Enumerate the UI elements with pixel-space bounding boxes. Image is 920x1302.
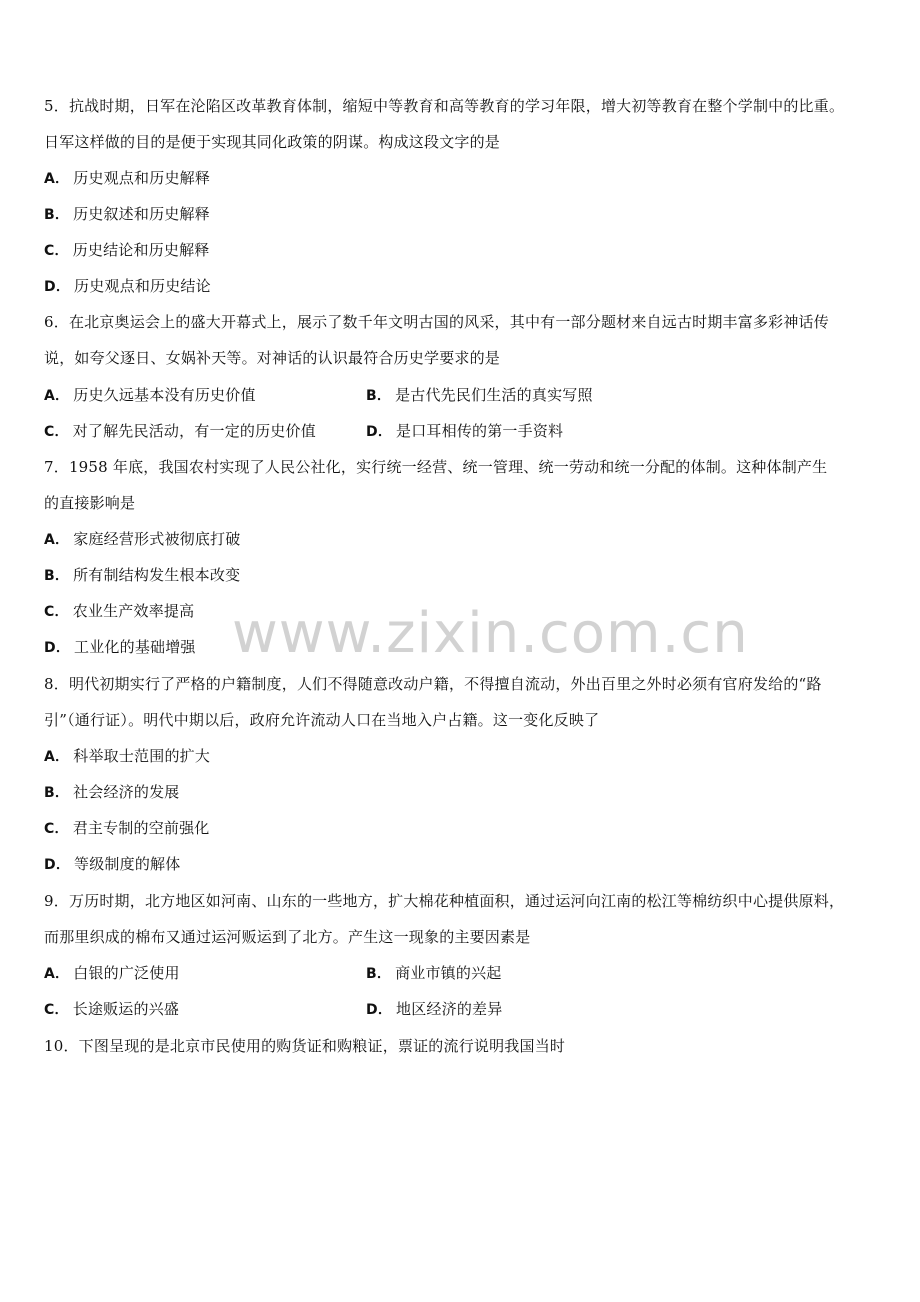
q6-option-d [366, 421, 563, 442]
q9-option-d [366, 999, 502, 1020]
q5-stem-line-1: 5．抗战时期，日军在沦陷区改革教育体制，缩短中等教育和高等教育的学习年限，增大初等教育在整个学制中的比重。 [44, 97, 845, 115]
q5-stem-line-2: 日军这样做的目的是便于实现其同化政策的阴谋。构成这段文字的是 [44, 133, 501, 151]
option-text: 历史观点和历史结论 [74, 277, 211, 295]
option-text: 君主专制的空前强化 [72, 819, 210, 837]
option-label: A． [44, 966, 70, 982]
option-label: A． [44, 171, 70, 187]
option-text: 社会经济的发展 [73, 783, 180, 801]
q5-option-b [44, 204, 210, 225]
q7-option-b [44, 565, 240, 586]
q9-stem-line-1: 9．万历时期，北方地区如河南、山东的一些地方，扩大棉花种植面积，通过运河向江南的松江等棉纺织中心提供原料， [44, 892, 845, 910]
option-label: D． [44, 857, 71, 873]
option-label: B． [44, 568, 70, 584]
option-text: 长途贩运的兴盛 [72, 1000, 180, 1018]
q9-option-b [366, 963, 501, 984]
option-text: 历史久远基本没有历史价值 [73, 386, 256, 404]
option-text: 工业化的基础增强 [74, 638, 196, 656]
option-text: 白银的广泛使用 [73, 964, 180, 982]
option-text: 历史叙述和历史解释 [73, 205, 210, 223]
option-label: A． [44, 532, 70, 548]
option-text: 是口耳相传的第一手资料 [396, 422, 564, 440]
option-label: B． [366, 966, 392, 982]
watermark: www.zixin.com.cn [232, 601, 749, 666]
q7-option-a [44, 529, 240, 550]
q6-option-b [366, 385, 593, 406]
q7-option-d [44, 637, 196, 658]
option-text: 历史结论和历史解释 [72, 241, 210, 259]
option-label: C． [44, 243, 69, 259]
q8-option-c [44, 818, 210, 839]
option-label: D． [366, 1002, 393, 1018]
q5-option-d [44, 276, 211, 297]
option-text: 商业市镇的兴起 [395, 964, 502, 982]
option-label: D． [366, 424, 393, 440]
q6-stem-line-1: 6．在北京奥运会上的盛大开幕式上，展示了数千年文明古国的风采，其中有一部分题材来自远古时期丰富多彩神话传 [44, 313, 829, 331]
option-text: 对了解先民活动，有一定的历史价值 [72, 422, 316, 440]
option-label: A． [44, 749, 70, 765]
option-label: C． [44, 821, 69, 837]
option-label: B． [44, 785, 70, 801]
q5-option-a [44, 168, 210, 189]
option-text: 科举取士范围的扩大 [73, 747, 211, 765]
q6-option-a [44, 385, 256, 406]
option-text: 所有制结构发生根本改变 [73, 566, 241, 584]
option-text: 等级制度的解体 [74, 855, 181, 873]
q9-option-a [44, 963, 180, 984]
option-label: D． [44, 640, 71, 656]
option-label: C． [44, 1002, 69, 1018]
option-text: 地区经济的差异 [396, 1000, 503, 1018]
q7-stem-line-2: 的直接影响是 [44, 494, 136, 512]
q10-stem-line-1: 10．下图呈现的是北京市民使用的购货证和购粮证，票证的流行说明我国当时 [44, 1037, 566, 1055]
option-label: B． [366, 388, 392, 404]
q5-option-c [44, 240, 210, 261]
option-text: 农业生产效率提高 [72, 602, 195, 620]
q8-option-b [44, 782, 179, 803]
q9-option-c [44, 999, 179, 1020]
option-label: A． [44, 388, 70, 404]
q6-option-c [44, 421, 316, 442]
q7-stem-line-1: 7．1958 年底，我国农村实现了人民公社化，实行统一经营、统一管理、统一劳动和统一分配的体制。这种体制产生 [44, 458, 828, 476]
option-label: C． [44, 424, 69, 440]
option-text: 历史观点和历史解释 [73, 169, 211, 187]
q7-option-c [44, 601, 194, 622]
option-text: 家庭经营形式被彻底打破 [73, 530, 241, 548]
q8-stem-line-2: 引”（通行证）。明代中期以后，政府允许流动人口在当地入户占籍。这一变化反映了 [44, 711, 600, 729]
q8-option-a [44, 746, 210, 767]
option-label: D． [44, 279, 71, 295]
option-label: B． [44, 207, 70, 223]
option-text: 是古代先民们生活的真实写照 [395, 386, 593, 404]
q9-stem-line-2: 而那里织成的棉布又通过运河贩运到了北方。产生这一现象的主要因素是 [44, 928, 531, 946]
option-label: C． [44, 604, 69, 620]
q8-option-d [44, 854, 180, 875]
q8-stem-line-1: 8．明代初期实行了严格的户籍制度，人们不得随意改动户籍，不得擅自流动，外出百里之外时必须有官府发给的“路 [44, 675, 822, 693]
q6-stem-line-2: 说，如夸父逐日、女娲补天等。对神话的认识最符合历史学要求的是 [44, 349, 501, 367]
